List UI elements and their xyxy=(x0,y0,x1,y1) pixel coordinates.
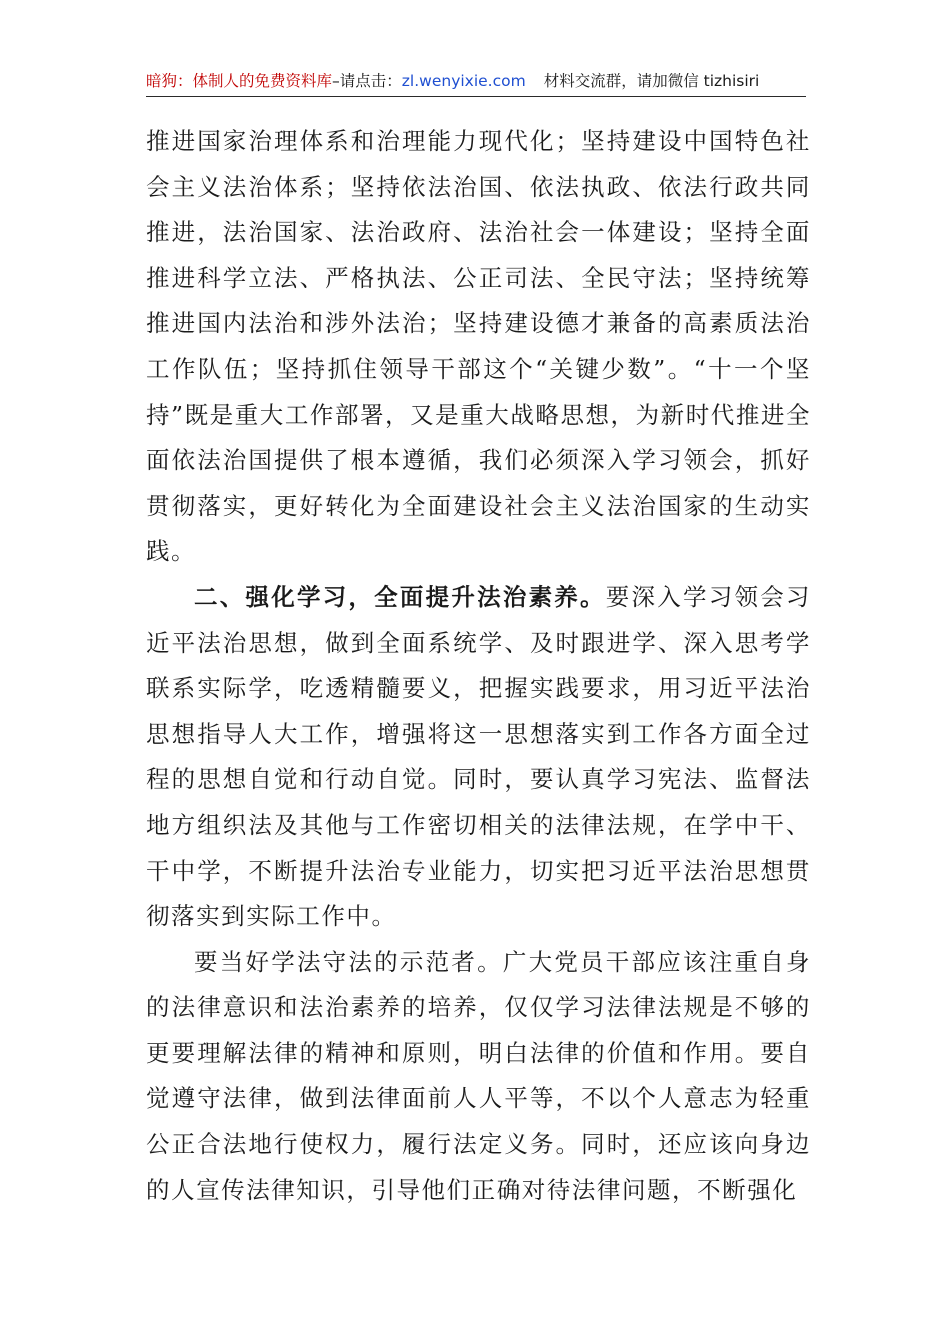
paragraph-role-model: 要当好学法守法的示范者。广大党员干部应该注重自身的法律意识和法治素养的培养，仅仅学习法律法规是不够的更要理解法律的精神和原则，明白法律的价值和作用。要自觉遵守法律，做到法律面前人人平等，不以个人意志为轻重公正合法地行使权力，履行法定义务。同时，还应该向身边的人宣传法律知识，引导他们正确对待法律问题，不断强化 xyxy=(146,947,811,1204)
section-heading: 二、强化学习，全面提升法治素养。 xyxy=(194,582,606,611)
paragraph-section-two xyxy=(146,575,811,940)
header-divider xyxy=(146,96,806,97)
header-brand: 暗狗：体制人的免费资料库 xyxy=(146,72,333,90)
header-prompt: –请点击： xyxy=(332,72,402,90)
page-header xyxy=(146,66,806,96)
document-body xyxy=(146,119,811,1213)
paragraph-continued: 推进国家治理体系和治理能力现代化；坚持建设中国特色社会主义法治体系；坚持依法治国、依法执政、依法行政共同推进，法治国家、法治政府、法治社会一体建设；坚持全面推进科学立法、严格执法、公正司法、全民守法；坚持统筹推进国内法治和涉外法治；坚持建设德才兼备的高素质法治工作队伍；坚持抓住领导干部这个“关键少数”。“十一个坚持”既是重大工作部署，又是重大战略思想，为新时代推进全面依法治国提供了根本遵循，我们必须深入学习领会，抓好贯彻落实，更好转化为全面建设社会主义法治国家的生动实践。 xyxy=(146,127,811,566)
section-body: 要深入学习领会习近平法治思想，做到全面系统学、及时跟进学、深入思考学联系实际学，吃透精髓要义，把握实践要求，用习近平法治思想指导人大工作，增强将这一思想落实到工作各方面全过程的思想自觉和行动自觉。同时，要认真学习宪法、监督法地方组织法及其他与工作密切相关的法律法规，在学中干、干中学，不断提升法治专业能力，切实把习近平法治思想贯彻落实到实际工作中。 xyxy=(146,582,811,931)
header-url-link[interactable]: zl.wenyixie.com xyxy=(401,72,526,90)
header-wechat-note: 材料交流群，请加微信 tizhisiri xyxy=(543,72,760,90)
